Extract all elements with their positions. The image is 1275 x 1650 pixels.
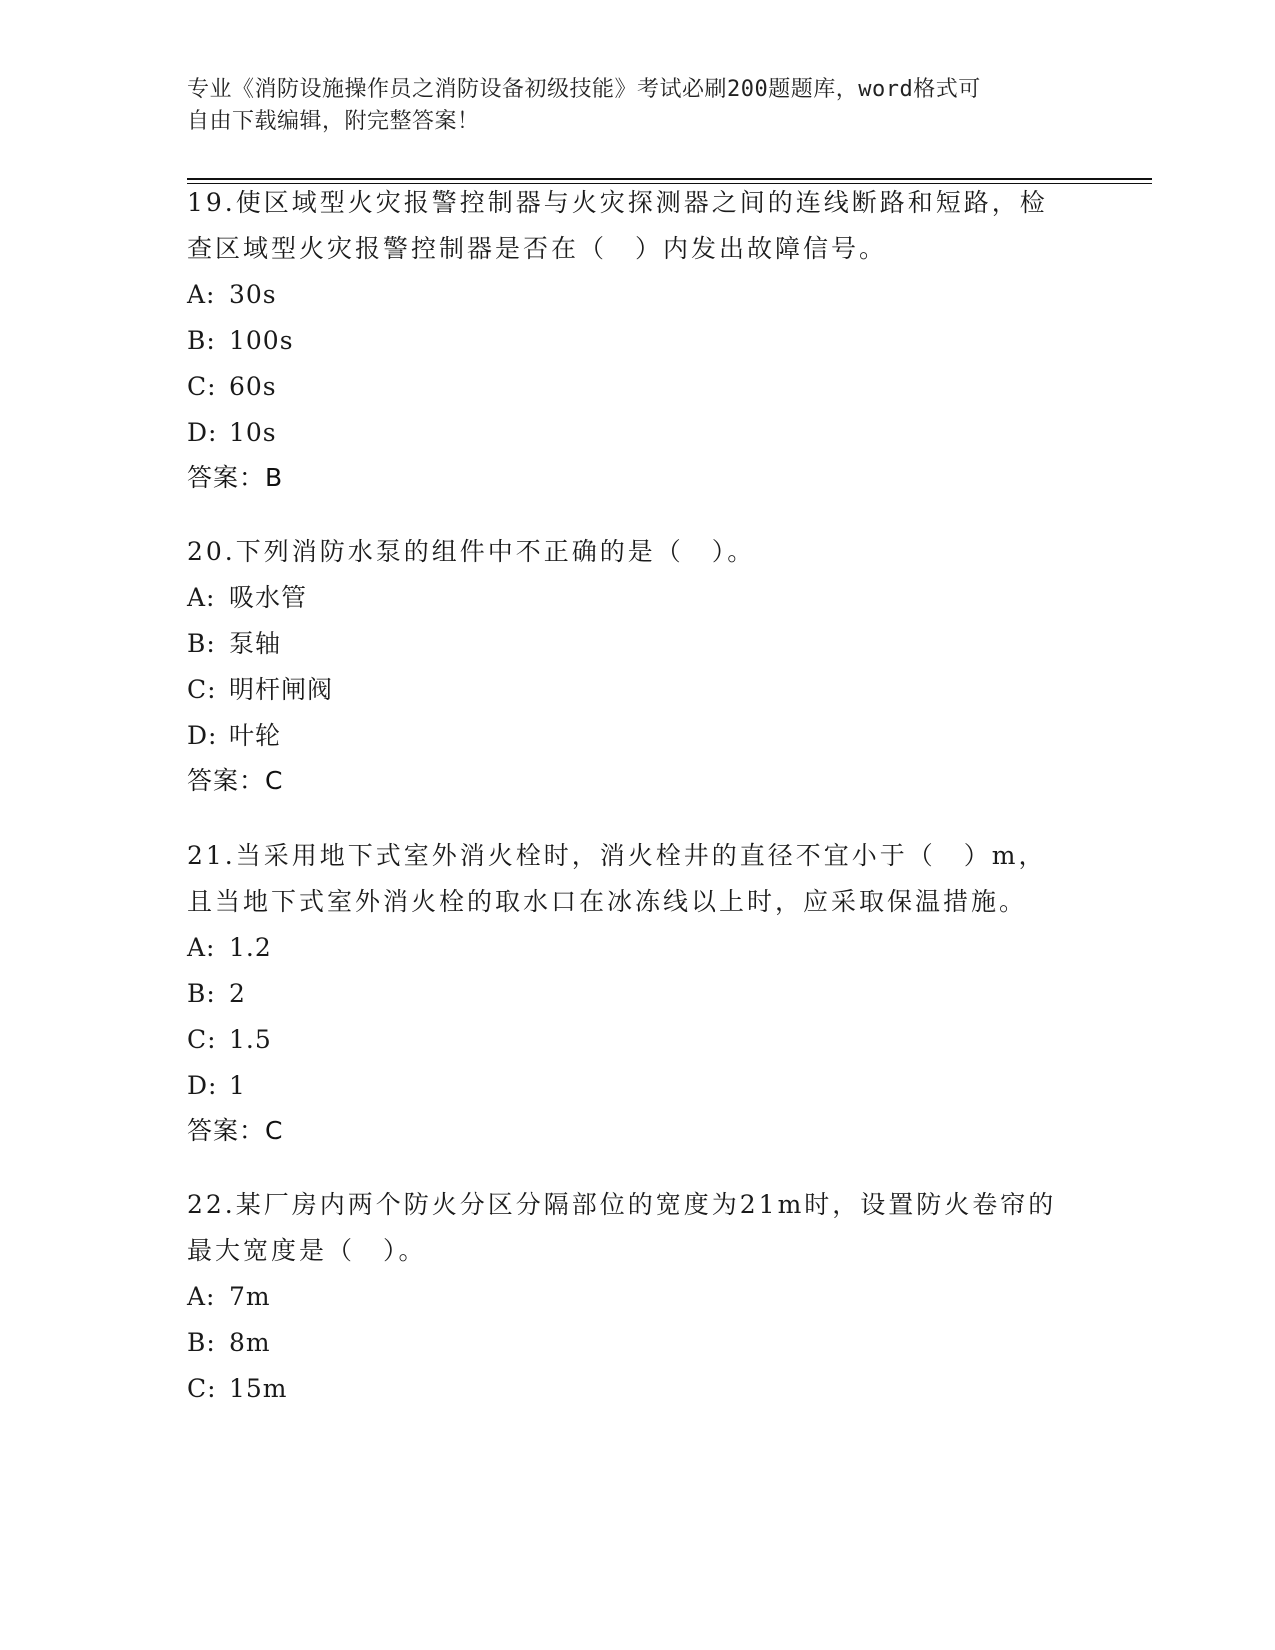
option-label: D: [187,418,218,447]
option-label: C: [187,372,217,401]
option-a [187,272,1087,318]
option-label: A: [187,1282,216,1311]
option-label: D: [187,1071,218,1100]
option-a [187,1274,1087,1320]
option-label: B: [187,1328,216,1357]
question-stem-line: 22.某厂房内两个防火分区分隔部位的宽度为21m时，设置防火卷帘的 [187,1190,1057,1219]
header-line-2: 自由下载编辑，附完整答案！ [187,109,480,134]
option-d [187,713,1087,759]
option-label: C: [187,1374,217,1403]
option-label: A: [187,583,216,612]
question-stem-line: 查区域型火灾报警控制器是否在（ ）内发出故障信号。 [187,234,888,263]
question-stem-line: 最大宽度是（ ）。 [187,1236,427,1265]
option-text: 明杆闸阀 [229,675,334,704]
option-text: 1.5 [229,1025,272,1054]
option-label: B: [187,979,216,1008]
option-text: 100s [229,326,294,355]
question-22 [187,1182,1087,1412]
option-text: 叶轮 [229,721,282,750]
question-stem-line: 且当地下式室外消火栓的取水口在冰冻线以上时，应采取保温措施。 [187,887,1028,916]
option-b [187,1320,1087,1366]
document-header [187,74,1087,138]
question-stem-line: 21.当采用地下式室外消火栓时，消火栓井的直径不宜小于（ ）m， [187,841,1047,870]
option-b [187,318,1087,364]
option-text: 泵轴 [229,629,282,658]
option-label: D: [187,721,218,750]
option-d [187,1063,1087,1109]
question-19 [187,180,1087,500]
option-label: C: [187,675,217,704]
question-stem-line: 20.下列消防水泵的组件中不正确的是（ ）。 [187,537,756,566]
option-label: B: [187,326,216,355]
option-label: A: [187,280,216,309]
option-c [187,1366,1087,1412]
option-text: 10s [229,418,277,447]
option-c [187,1017,1087,1063]
option-text: 7m [229,1282,271,1311]
header-line-1: 专业《消防设施操作员之消防设备初级技能》考试必刷200题题库，word格式可 [187,77,981,102]
option-a [187,925,1087,971]
option-c [187,364,1087,410]
option-text: 30s [229,280,277,309]
option-text: 2 [229,979,246,1008]
answer-line: 答案：C [187,1116,284,1145]
answer-line: 答案：B [187,463,284,492]
option-a [187,575,1087,621]
answer-line: 答案：C [187,766,284,795]
option-d [187,410,1087,456]
option-label: A: [187,933,216,962]
question-20 [187,529,1087,803]
option-text: 1 [229,1071,246,1100]
question-stem-line: 19.使区域型火灾报警控制器与火灾探测器之间的连线断路和短路，检 [187,188,1048,217]
option-text: 60s [229,372,277,401]
option-b [187,621,1087,667]
option-label: B: [187,629,216,658]
option-b [187,971,1087,1017]
option-text: 吸水管 [229,583,308,612]
option-text: 8m [229,1328,271,1357]
option-text: 15m [229,1374,288,1403]
question-21 [187,833,1087,1153]
option-text: 1.2 [229,933,272,962]
option-c [187,667,1087,713]
option-label: C: [187,1025,217,1054]
